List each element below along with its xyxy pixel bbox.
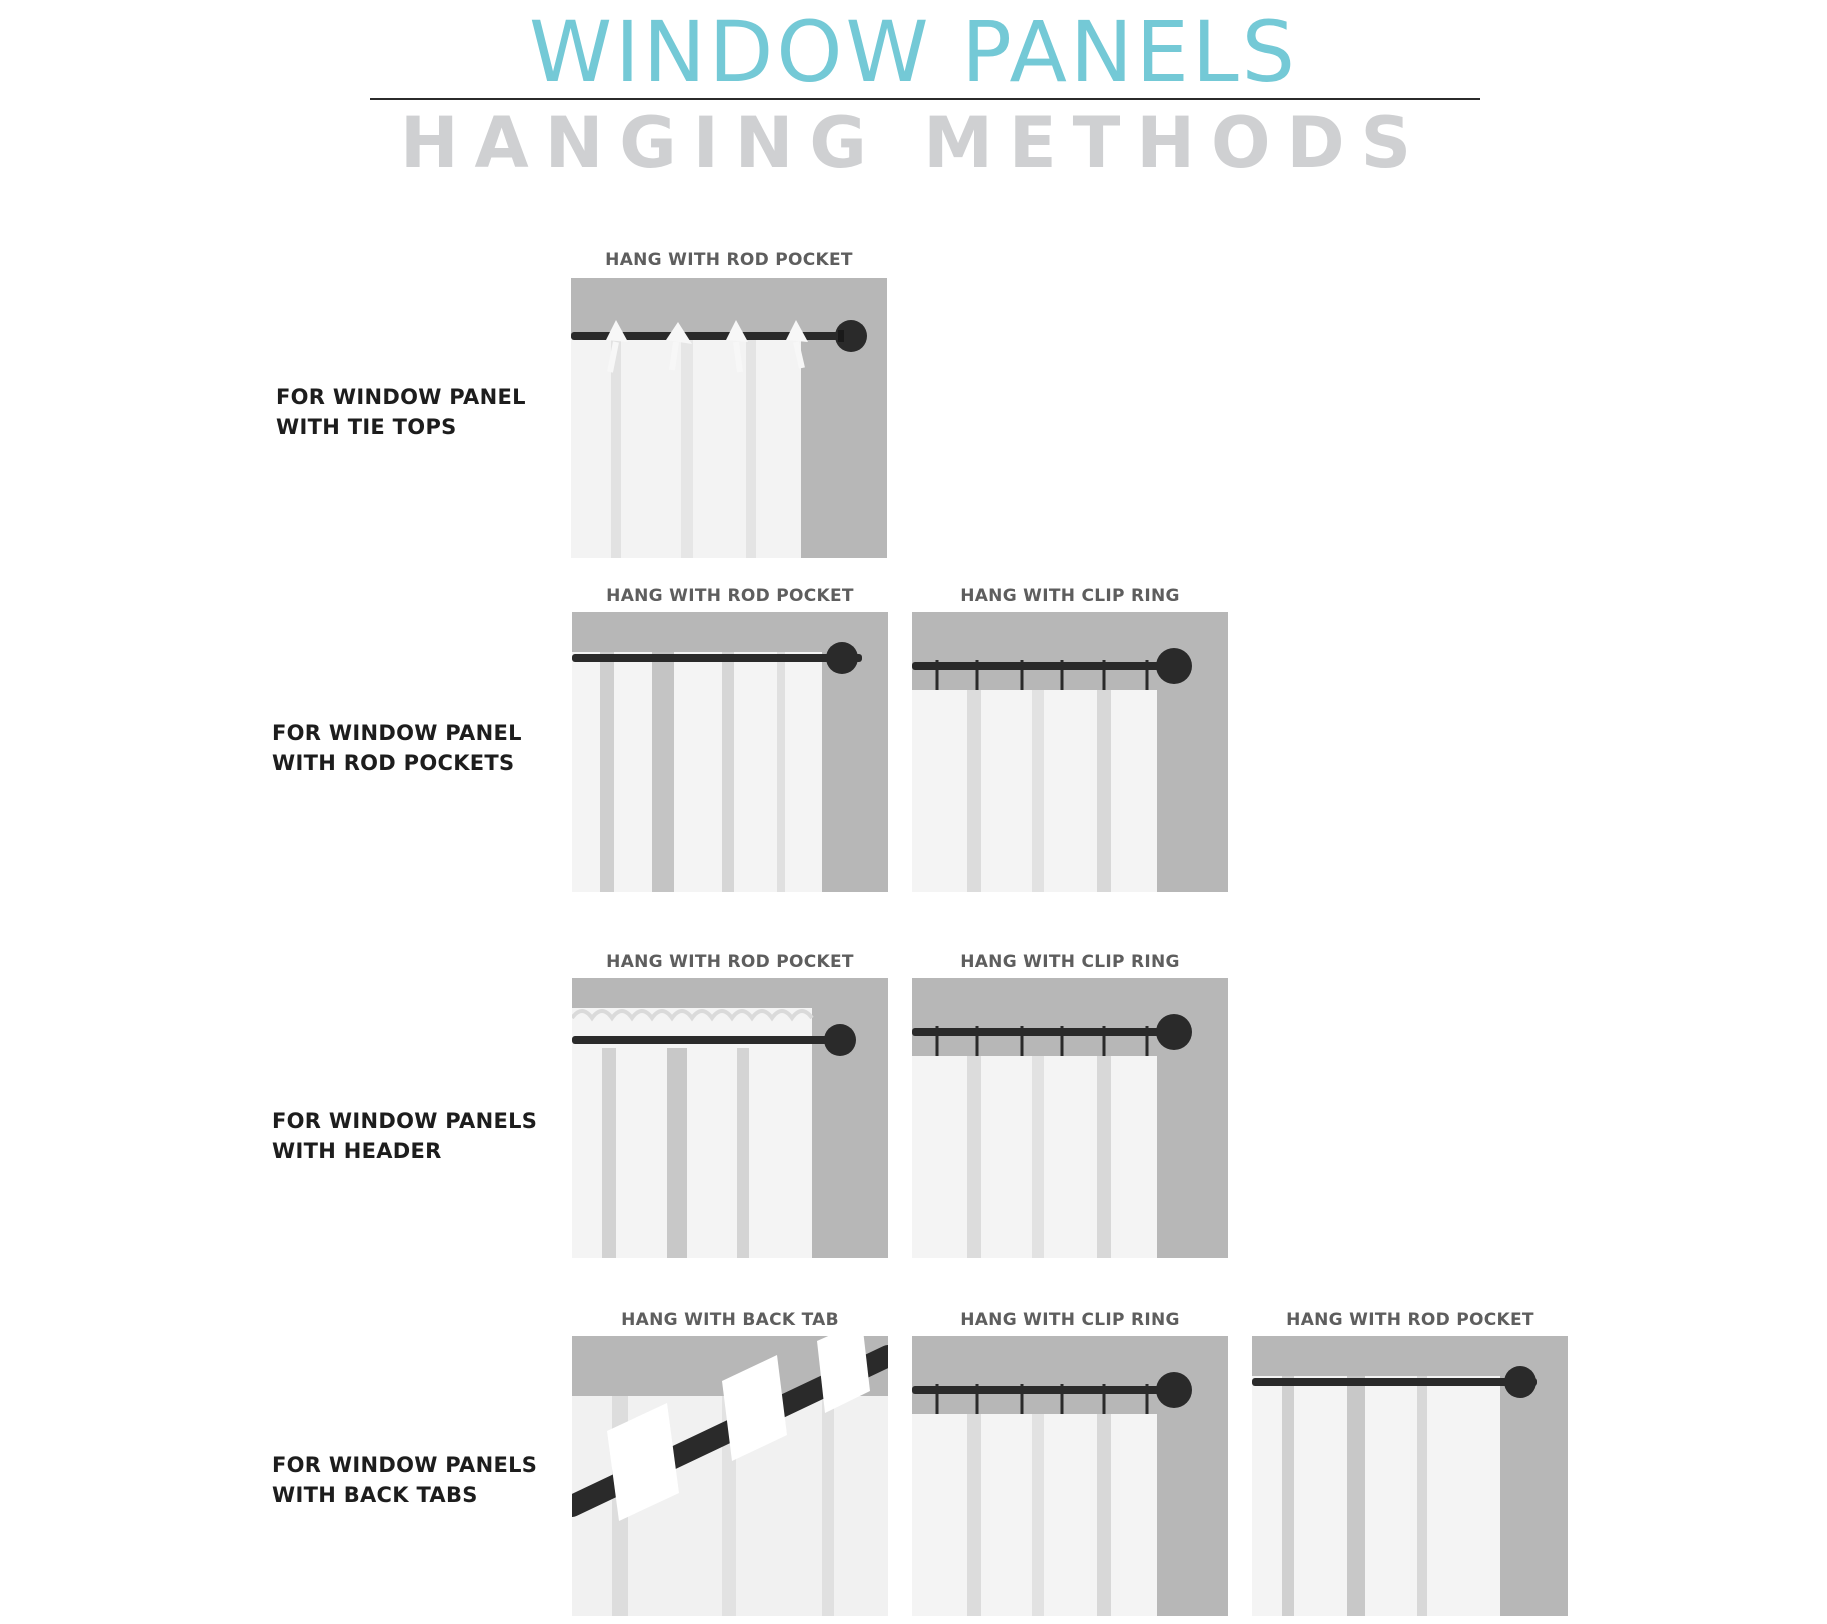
row-label-line2: WITH ROD POCKETS	[272, 751, 515, 775]
back-tab-image	[572, 1336, 888, 1616]
method-caption: HANG WITH ROD POCKET	[606, 586, 854, 606]
clip-ring-image	[912, 612, 1228, 892]
method-caption: HANG WITH ROD POCKET	[1286, 1310, 1534, 1330]
rod-pocket-curtain-illustration	[572, 612, 888, 892]
rod-pocket-curtain-illustration	[1252, 1336, 1568, 1616]
header-rod-pocket-image	[572, 978, 888, 1258]
page-subtitle: HANGING METHODS	[399, 102, 1428, 184]
row-label-line1: FOR WINDOW PANEL	[276, 385, 526, 409]
method-caption: HANG WITH CLIP RING	[960, 586, 1180, 606]
clip-ring-image	[912, 978, 1228, 1258]
rod-pocket-image	[572, 612, 888, 892]
row-label-line1: FOR WINDOW PANELS	[272, 1109, 538, 1133]
row-label-tie-tops	[276, 382, 526, 442]
row-label-line1: FOR WINDOW PANEL	[272, 721, 522, 745]
method-caption: HANG WITH CLIP RING	[960, 1310, 1180, 1330]
method-caption: HANG WITH BACK TAB	[621, 1310, 839, 1330]
clip-ring-image	[912, 1336, 1228, 1616]
row-label-header	[272, 1106, 537, 1166]
page-title: WINDOW PANELS	[529, 3, 1298, 101]
clip-ring-curtain-illustration	[912, 978, 1228, 1258]
header-curtain-illustration	[572, 978, 888, 1258]
back-tab-rod-pocket-image	[1252, 1336, 1568, 1616]
row-label-back-tabs	[272, 1450, 537, 1510]
row-label-line1: FOR WINDOW PANELS	[272, 1453, 538, 1477]
clip-ring-curtain-illustration	[912, 1336, 1228, 1616]
back-tab-curtain-illustration	[572, 1336, 888, 1616]
row-label-line2: WITH TIE TOPS	[276, 415, 457, 439]
method-caption: HANG WITH CLIP RING	[960, 952, 1180, 972]
clip-ring-curtain-illustration	[912, 612, 1228, 892]
row-label-line2: WITH BACK TABS	[272, 1483, 478, 1507]
method-caption: HANG WITH ROD POCKET	[606, 952, 854, 972]
method-caption: HANG WITH ROD POCKET	[605, 250, 853, 270]
tie-top-curtain-illustration	[571, 278, 887, 558]
rod-pocket-tie-top-image	[571, 278, 887, 558]
row-label-rod-pockets	[272, 718, 522, 778]
row-label-line2: WITH HEADER	[272, 1139, 442, 1163]
